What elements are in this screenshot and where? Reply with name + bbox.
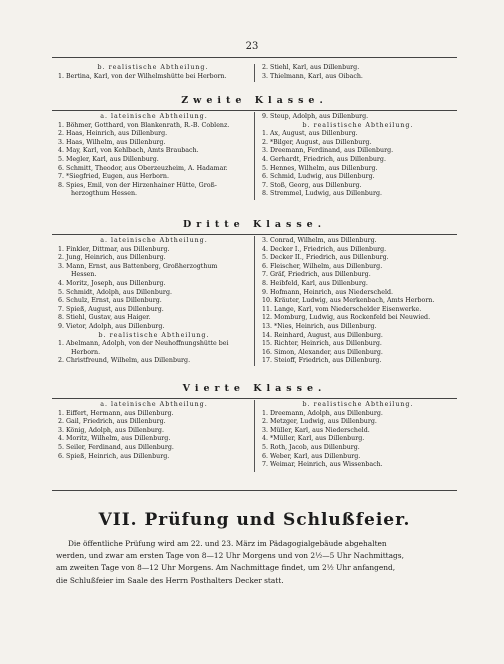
list-item: 7. Stoß, Georg, aus Dillenburg.: [262, 181, 362, 189]
list-item: 8. Stremmel, Ludwig, aus Dillenburg.: [262, 190, 383, 198]
class-heading-vierte: Vierte Klasse.: [182, 383, 327, 394]
list-item: 5. Schmidt, Adolph, aus Dillenburg.: [58, 288, 172, 296]
list-item: 8. Spies, Emil, von der Hirzenhainer Hütte, Groß-: [58, 181, 217, 189]
list-item: 15. Richter, Heinrich, aus Dillenburg.: [262, 340, 382, 348]
list-item: 3. Müller, Karl, aus Niederscheld.: [262, 426, 370, 434]
list-item: 10. Kräuter, Ludwig, aus Merkenbach, Amts Herborn.: [262, 297, 435, 305]
list-item: 6. Schmid, Ludwig, aus Dillenburg.: [262, 173, 375, 181]
subsection-label: b. realistische Abtheilung.: [97, 64, 209, 71]
list-item: 7. *Siegfried, Eugen, aus Herborn.: [58, 173, 169, 181]
list-item: 9. Steup, Adolph, aus Dillenburg.: [262, 113, 369, 120]
list-item: 11. Lange, Karl, vom Niederschelder Eisenwerke.: [262, 305, 422, 313]
section-rule: [52, 398, 457, 399]
subsection-label: a. lateinische Abtheilung.: [100, 237, 208, 244]
page-number: 23: [245, 41, 259, 52]
list-item: 1. Eiffert, Hermann, aus Dillenburg.: [58, 409, 174, 417]
body-paragraph: [56, 538, 454, 587]
section-rule: [52, 490, 457, 491]
list-item: 14. Reinhard, August, aus Dillenburg.: [262, 331, 383, 339]
list-item: 5. Roth, Jacob, aus Dillenburg.: [262, 443, 360, 451]
zweite-left-column: [58, 113, 250, 199]
vierte-right-column: [262, 401, 454, 470]
list-item: 4. Moritz, Wilhelm, aus Dillenburg.: [58, 435, 171, 443]
list-item-continuation: Herborn.: [71, 348, 101, 356]
header-rule: [52, 57, 457, 58]
list-item: 3. Dreemann, Ferdinand, aus Dillenburg.: [262, 147, 394, 155]
list-item: 3. Conrad, Wilhelm, aus Dillenburg.: [262, 237, 377, 244]
column-divider: [254, 400, 255, 472]
list-item: 2. Metzger, Ludwig, aus Dillenburg.: [262, 418, 377, 426]
list-item: 4. Gerhardt, Friedrich, aus Dillenburg.: [262, 155, 386, 163]
list-item: 5. Seiler, Ferdinand, aus Dillenburg.: [58, 443, 174, 451]
list-item: 1. Ax, August, aus Dillenburg.: [262, 130, 358, 138]
class-heading-dritte: Dritte Klasse.: [182, 219, 327, 230]
list-item-continuation: herzogthum Hessen.: [71, 190, 138, 198]
column-divider: [254, 112, 255, 200]
subsection-label: b. realistische Abtheilung.: [302, 401, 414, 408]
list-item: 1. Dreemann, Adolph, aus Dillenburg.: [262, 409, 383, 417]
paragraph-line: die Schlußfeier im Saale des Herrn Posthalters Decker statt.: [56, 575, 284, 585]
list-item: 7. Gräf, Friedrich, aus Dillenburg.: [262, 271, 371, 279]
subsection-label: b. realistische Abtheilung.: [302, 121, 414, 129]
list-item: 8. Heibfeld, Karl, aus Dillenburg.: [262, 279, 368, 287]
top-left-column: [58, 64, 248, 81]
top-right-column: [262, 64, 452, 81]
list-item: 9. Hofmann, Heinrich, aus Niederscheld.: [262, 288, 394, 296]
section-rule: [52, 110, 457, 111]
list-item: 6. Schmitt, Theodor, aus Oberzeuzheim, A. Hadamar.: [58, 164, 228, 172]
vierte-left-column: [58, 401, 250, 461]
list-item: 1. Böhmer, Gotthard, von Blankenrath, R.-B. Coblenz.: [58, 121, 230, 129]
list-item: 3. Haas, Wilhelm, aus Dillenburg.: [58, 138, 166, 146]
list-item: 4. Decker I., Friedrich, aus Dillenburg.: [262, 245, 387, 253]
list-item: 7. Spieß, August, aus Dillenburg.: [58, 305, 164, 313]
list-item: 3. König, Adolph, aus Dillenburg.: [58, 426, 164, 434]
list-item: 5. Hennes, Wilhelm, aus Dillenburg.: [262, 164, 378, 172]
paragraph-line: Die öffentliche Prüfung wird am 22. und 23. März im Pädagogialgebäude abgehalten: [68, 539, 387, 548]
list-item-continuation: Hessen.: [71, 271, 97, 279]
list-item: 12. Momburg, Ludwig, aus Rockenfeld bei Neuwied.: [262, 314, 431, 322]
list-item: 7. Weimar, Heinrich, aus Wissenbach.: [262, 461, 383, 469]
subsection-label: b. realistische Abtheilung.: [98, 331, 210, 339]
list-item: 2. Haas, Heinrich, aus Dillenburg.: [58, 130, 168, 138]
list-item: 4. May, Karl, von Kehlbach, Amts Braubach.: [58, 147, 199, 155]
section-heading: VII. Prüfung und Schlußfeier.: [98, 510, 411, 530]
dritte-right-column: [262, 237, 454, 366]
section-rule: [52, 234, 457, 235]
zweite-right-column: [262, 113, 454, 199]
list-item: 2. Gail, Friedrich, aus Dillenburg.: [58, 418, 166, 426]
list-item: 2. *Bilger, August, aus Dillenburg.: [262, 138, 372, 146]
list-item: 17. Steioff, Friedrich, aus Dillenburg.: [262, 357, 382, 365]
column-divider: [254, 64, 255, 82]
list-item: 8. Stiehl, Gustav, aus Haiger.: [58, 314, 151, 322]
list-item: 5. Megler, Karl, aus Dillenburg.: [58, 155, 159, 163]
list-item: 1. Bertina, Karl, von der Wilhelmshütte bei Herborn.: [58, 72, 227, 80]
subsection-label: a. lateinische Abtheilung.: [100, 113, 208, 120]
list-item: 9. Vietor, Adolph, aus Dillenburg.: [58, 322, 165, 330]
list-item: 3. Mann, Ernst, aus Battenberg, Großherzogthum: [58, 262, 218, 270]
dritte-left-column: [58, 237, 250, 366]
list-item: 5. Decker II., Friedrich, aus Dillenburg.: [262, 254, 389, 262]
paragraph-line: werden, und zwar am ersten Tage von 8—12 Uhr Morgens und von 2½—5 Uhr Nachmittags,: [56, 551, 404, 561]
paragraph-line: am zweiten Tage von 8—12 Uhr Morgens. Am Nachmittage findet, um 2½ Uhr anfangend,: [56, 563, 396, 573]
list-item: 13. *Nies, Heinrich, aus Dillenburg.: [262, 322, 377, 330]
list-item: 1. Finkler, Dittmar, aus Dillenburg.: [58, 245, 170, 253]
list-item: 2. Christfreund, Wilhelm, aus Dillenburg.: [58, 357, 191, 365]
list-item: 2. Jung, Heinrich, aus Dillenburg.: [58, 254, 166, 262]
class-heading-zweite: Zweite Klasse.: [181, 95, 328, 106]
list-item: 1. Abelmann, Adolph, von der Neuhoffnungshütte bei: [58, 340, 229, 348]
list-item: 6. Spieß, Heinrich, aus Dillenburg.: [58, 452, 170, 460]
list-item: 6. Weber, Karl, aus Dillenburg.: [262, 452, 361, 460]
list-item: 6. Fleischer, Wilhelm, aus Dillenburg.: [262, 262, 383, 270]
subsection-label: a. lateinische Abtheilung.: [100, 401, 208, 408]
column-divider: [254, 236, 255, 366]
list-item: 6. Schulz, Ernst, aus Dillenburg.: [58, 297, 162, 305]
list-item: 2. Stiehl, Karl, aus Dillenburg.: [262, 64, 360, 71]
list-item: 4. *Müller, Karl, aus Dillenburg.: [262, 435, 365, 443]
list-item: 16. Simon, Alexander, aus Dillenburg.: [262, 348, 383, 356]
list-item: 3. Thielmann, Karl, aus Oibach.: [262, 72, 363, 80]
list-item: 4. Moritz, Joseph, aus Dillenburg.: [58, 279, 166, 287]
